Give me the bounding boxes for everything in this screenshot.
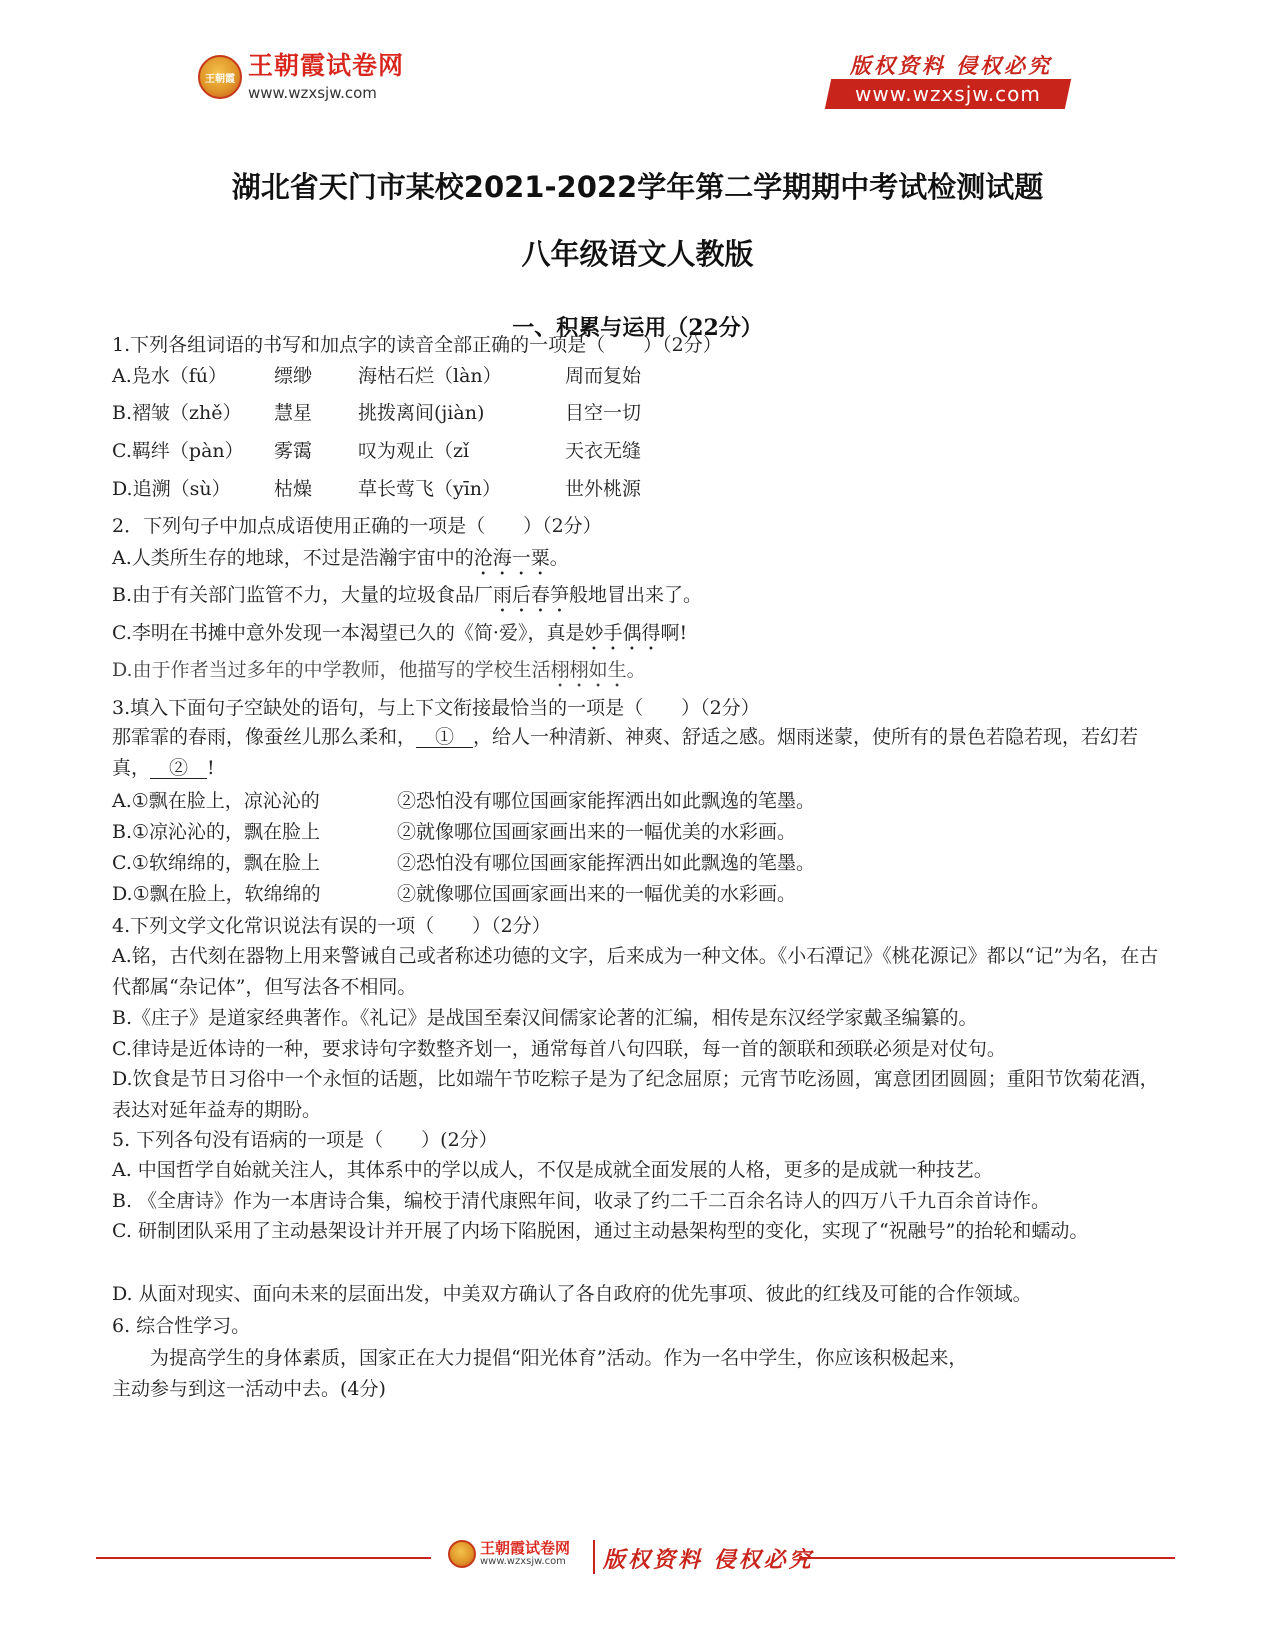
q1-c-word4: 天衣无缝 bbox=[565, 440, 642, 462]
q1-d-word2: 枯燥 bbox=[274, 478, 313, 500]
q5-option-d: D. 从面对现实、面向未来的层面出发，中美双方确认了各自政府的优先事项、彼此的红线及可能的合作领域。 bbox=[112, 1283, 1032, 1305]
q3-c-part1: C.①软绵绵的，飘在脸上 bbox=[112, 852, 320, 874]
q2-option-d bbox=[112, 658, 646, 692]
q1-b-word1: B.褶皱（zhě） bbox=[112, 402, 242, 424]
q1-d-word4: 世外桃源 bbox=[565, 478, 642, 500]
q2-a-text: A.人类所生存的地球，不过是浩瀚宇宙中的 bbox=[112, 547, 474, 569]
q5-stem: 5. 下列各句没有语病的一项是（ ）(2分） bbox=[112, 1129, 498, 1151]
q3-d-part1: D.①飘在脸上，软绵绵的 bbox=[112, 883, 321, 905]
logo-url: www.wzxsjw.com bbox=[248, 84, 377, 102]
q1-b-word3: 挑拨离间(jiàn) bbox=[358, 402, 485, 424]
q1-option-a bbox=[112, 364, 812, 388]
q1-c-word1: C.羁绊（pàn） bbox=[112, 440, 244, 462]
footer-logo-name: 王朝霞试卷网 bbox=[480, 1539, 571, 1557]
exam-subtitle: 八年级语文人教版 bbox=[521, 237, 754, 271]
q2-c-idiom: 妙手偶得 bbox=[584, 622, 661, 644]
q2-d-end: 。 bbox=[626, 659, 646, 681]
footer-logo-url: www.wzxsjw.com bbox=[480, 1556, 566, 1567]
logo-name: 王朝霞试卷网 bbox=[248, 51, 405, 80]
q1-b-word4: 目空一切 bbox=[565, 402, 642, 424]
q1-a-word1: A.凫水（fú） bbox=[112, 365, 228, 387]
section-heading: 一、积累与运用（22分） bbox=[512, 315, 763, 341]
q4-option-a: A.铭，古代刻在器物上用来警诫自己或者称述功德的文字，后来成为一种文体。《小石潭记》《桃花源记》都以“记”为名，在古代都属“杂记体”，但写法各不相同。 bbox=[112, 945, 1159, 998]
q3-c-part2: ②恐怕没有哪位国画家能挥洒出如此飘逸的笔墨。 bbox=[397, 852, 816, 874]
q2-c-end: 啊! bbox=[660, 622, 688, 644]
q4-option-d: D.饮食是节日习俗中一个永恒的话题，比如端午节吃粽子是为了纪念屈原；元宵节吃汤圆，寓意团团圆圆；重阳节饮菊花酒，表达对延年益寿的期盼。 bbox=[112, 1068, 1159, 1121]
q3-blank-1: ① bbox=[416, 726, 474, 748]
q3-passage-start: 那霏霏的春雨，像蚕丝儿那么柔和， bbox=[112, 726, 417, 748]
q3-option-c bbox=[112, 851, 912, 875]
seal-icon bbox=[198, 55, 242, 99]
q3-option-a bbox=[112, 789, 912, 813]
q2-d-idiom: 栩栩如生 bbox=[550, 659, 627, 681]
q3-d-part2: ②就像哪位国画家画出来的一幅优美的水彩画。 bbox=[397, 883, 797, 905]
q1-option-b bbox=[112, 401, 812, 425]
q4-option-c: C.律诗是近体诗的一种，要求诗句字数整齐划一，通常每首八句四联，每一首的颔联和颈联必须是对仗句。 bbox=[112, 1038, 1006, 1060]
q3-passage-middle: ，给人一种清新、神爽、舒适之感。烟雨迷蒙，使所有的景色若隐若现，若幻若真， bbox=[112, 726, 1139, 779]
q3-a-part1: A.①飘在脸上，凉沁沁的 bbox=[112, 790, 320, 812]
q1-a-word2: 缥缈 bbox=[274, 365, 313, 387]
q3-blank-2: ② bbox=[150, 757, 208, 779]
footer-seal-icon bbox=[448, 1540, 476, 1568]
q1-option-c bbox=[112, 439, 812, 463]
q4-option-b: B.《庄子》是道家经典著作。《礼记》是战国至秦汉间儒家论著的汇编，相传是东汉经学家戴圣编纂的。 bbox=[112, 1007, 978, 1029]
footer-divider-right bbox=[800, 1557, 1175, 1559]
q5-option-c: C. 研制团队采用了主动悬架设计并开展了内场下陷脱困，通过主动悬架构型的变化，实现了“祝融号”的抬轮和蠕动。 bbox=[112, 1220, 1089, 1242]
q2-b-end: 般地冒出来了。 bbox=[569, 584, 703, 606]
url-banner bbox=[825, 79, 1071, 109]
q3-passage bbox=[112, 722, 1164, 784]
q3-a-part2: ②恐怕没有哪位国画家能挥洒出如此飘逸的笔墨。 bbox=[397, 790, 816, 812]
q2-option-b bbox=[112, 583, 702, 617]
q1-a-word3: 海枯石烂（làn） bbox=[358, 365, 502, 387]
q2-b-text: B.由于有关部门监管不力，大量的垃圾食品厂 bbox=[112, 584, 494, 606]
q2-a-idiom: 沧海一粟 bbox=[473, 547, 550, 569]
q2-a-end: 。 bbox=[549, 547, 569, 569]
q4-stem: 4.下列文学文化常识说法有误的一项（ ）（2分） bbox=[112, 915, 551, 937]
q1-b-word2: 慧星 bbox=[274, 402, 313, 424]
q1-stem: 1.下列各组词语的书写和加点字的读音全部正确的一项是（ ）（2分） bbox=[112, 334, 722, 356]
q3-b-part2: ②就像哪位国画家画出来的一幅优美的水彩画。 bbox=[397, 821, 797, 843]
q1-a-word4: 周而复始 bbox=[565, 365, 642, 387]
footer-copyright: 版权资料 侵权必究 bbox=[603, 1547, 814, 1573]
q3-option-b bbox=[112, 820, 912, 844]
footer-divider-left bbox=[96, 1557, 431, 1559]
q5-option-b: B. 《全唐诗》作为一本唐诗合集，编校于清代康熙年间，收录了约二千二百余名诗人的四万八千九百余首诗作。 bbox=[112, 1190, 1051, 1212]
q1-d-word3: 草长莺飞（yīn） bbox=[358, 478, 502, 500]
exam-title: 湖北省天门市某校2021-2022学年第二学期期中考试检测试题 bbox=[231, 170, 1044, 204]
q6-text-line1: 为提高学生的身体素质，国家正在大力提倡“阳光体育”活动。作为一名中学生，你应该积极起来， bbox=[150, 1347, 968, 1369]
q3-option-d bbox=[112, 882, 912, 906]
q1-c-word2: 雾霭 bbox=[274, 440, 313, 462]
q3-b-part1: B.①凉沁沁的，飘在脸上 bbox=[112, 821, 321, 843]
q1-d-word1: D.追溯（sù） bbox=[112, 478, 231, 500]
q6-text-line2: 主动参与到这一活动中去。(4分) bbox=[112, 1378, 386, 1400]
q1-c-word3: 叹为观止（zǐ bbox=[358, 440, 470, 462]
footer-separator bbox=[593, 1540, 595, 1574]
q2-b-idiom: 雨后春笋 bbox=[493, 584, 570, 606]
q2-d-text: D.由于作者当过多年的中学教师，他描写的学校生活 bbox=[112, 659, 551, 681]
q2-option-c bbox=[112, 621, 687, 655]
q1-option-d bbox=[112, 477, 812, 501]
q2-c-text: C.李明在书摊中意外发现一本渴望已久的《简·爱》，真是 bbox=[112, 622, 585, 644]
q2-option-a bbox=[112, 546, 569, 580]
banner-url-text: www.wzxsjw.com bbox=[855, 82, 1041, 106]
q5-option-a: A. 中国哲学自始就关注人，其体系中的学以成人，不仅是成就全面发展的人格，更多的是成就一种技艺。 bbox=[112, 1159, 993, 1181]
seal-text: 王朝霞 bbox=[205, 73, 235, 85]
q6-stem: 6. 综合性学习。 bbox=[112, 1315, 251, 1337]
q3-passage-end: ! bbox=[207, 757, 215, 779]
footer-logo bbox=[448, 1540, 570, 1568]
site-logo bbox=[198, 52, 404, 102]
q2-stem: 2．下列句子中加点成语使用正确的一项是（ ）（2分） bbox=[112, 515, 602, 537]
copyright-notice: 版权资料 侵权必究 bbox=[849, 53, 1053, 78]
q3-stem: 3.填入下面句子空缺处的语句，与上下文衔接最恰当的一项是（ ）（2分） bbox=[112, 697, 760, 719]
